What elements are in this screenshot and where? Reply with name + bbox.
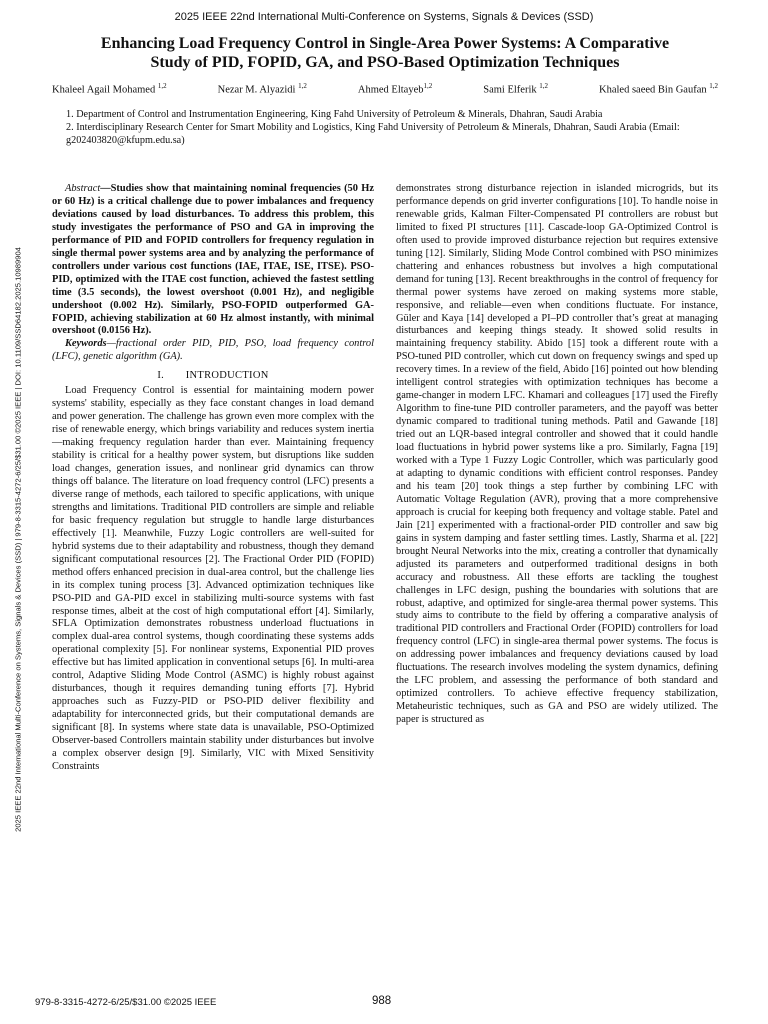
title-line-2: Study of PID, FOPID, GA, and PSO-Based Optimization Techniques bbox=[150, 54, 620, 71]
intro-paragraph-left: Load Frequency Control is essential for maintaining modern power systems' stability, especially as they face constant changes in load demand and power generation. The challenge has grown even more complex with the rise of renewable energy, which brings variability and reduces system inertia—making frequency regulation harder than ever. Maintaining frequency stability is critical for a healthy power system, but disruptions like sudden load changes, generation issues, and nonlinear grid dynamics can throw things off balance. The literature on load frequency control (LFC) presents a diverse range of methods, each tailored to specific applications, with unique strengths and limitations. Traditional PID controllers are simple and reliable for basic frequency regulation but struggle to handle large disturbances effectively [1]. Meanwhile, Fuzzy Logic controllers are well-suited for hybrid systems due to their adaptability and robustness, though they demand significant computational resources [2]. The Fractional Order PID (FOPID) method offers enhanced precision in dual-area control, but the challenge lies in its complex tuning process [3]. Advanced optimization techniques like PSO-PID and GA-PID excel in stabilizing multi-source systems with fast response times, albeit at the cost of high computational effort [4]. Similarly, SFLA Optimization demonstrates robustness underload fluctuations in complex dual-area control systems, though coordinating these systems adds operational complexity [5]. For nonlinear systems, Exponential PID proves effective but has limited application in conventional setups [6]. In multi-area control, Adaptive Sliding Mode Control (ASMC) is highly robust against disturbances, though it requires demanding tuning efforts [7]. Hybrid approaches such as Fuzzy-PID or PSO-PID deliver flexibility and adaptability for interconnected grids, but their computational demands are significant [8]. In systems where state data is unavailable, PSO-Optimized Observer-based Controllers maintain stability under disturbances but involve a complex observer design [9]. Similarly, VIC with Mixed Sensitivity Constraints bbox=[52, 385, 374, 772]
paper-title bbox=[40, 34, 730, 72]
left-column bbox=[52, 183, 374, 774]
copyright-footer: 979-8-3315-4272-6/25/$31.00 ©2025 IEEE bbox=[35, 997, 217, 1008]
affiliation-2: 2. Interdisciplinary Research Center for Smart Mobility and Logistics, King Fahd University of Petroleum & Minerals, Dhahran, Saudi Arabia (Email: g202403820@kfupm.edu.sa) bbox=[66, 122, 680, 146]
author: Ahmed Eltayeb$^{1,2}$ bbox=[357, 82, 433, 96]
conference-header: 2025 IEEE 22nd International Multi-Conference on Systems, Signals & Devices (SSD) bbox=[174, 11, 594, 23]
author: Khaleel Agail Mohamed $^{1,2}$ bbox=[52, 82, 167, 96]
abstract bbox=[52, 183, 374, 338]
affiliation-1: 1. Department of Control and Instrumentation Engineering, King Fahd University of Petroleum & Minerals, Dhahran, Saudi Arabia bbox=[66, 109, 603, 120]
right-column bbox=[396, 183, 718, 727]
abstract-text: —Studies show that maintaining nominal frequencies (50 Hz or 60 Hz) is a critical challenge due to power imbalances and frequency deviations caused by load disturbances. To address this problem, this study investigates the performance of PSO and GA in improving the performance of PID and FOPID controllers for frequency regulation in single thermal power systems area and by analyzing the performance of controllers under various cost functions (IAE, ITAE, ISE, ITSE). PSO-PID, optimized with the ITAE cost function, achieved the fastest settling time (3.5 seconds), the lowest overshoot (0.001 Hz), and negligible undershoot (0.002 Hz). Similarly, PSO-FOPID outperformed GA-FOPID, achieving stabilization at 60 Hz almost instantly, with minimal overshoot (0.0156 Hz). bbox=[52, 183, 374, 337]
page-number: 988 bbox=[372, 995, 392, 1007]
doi-sidebar-text: 2025 IEEE 22nd International Multi-Conference on Systems, Signals & Devices (SSD) | 979-8-3315-4272-6/25/$31.00 ©2025 IEEE | DOI: 10.1109/SSD64182.2025.10989904 bbox=[13, 247, 23, 832]
title-line-1: Enhancing Load Frequency Control in Single-Area Power Systems: A Comparative bbox=[100, 35, 670, 52]
intro-paragraph-right: demonstrates strong disturbance rejection in islanded microgrids, but its performance depends on grid inverter configurations [10]. To handle noise in renewable grids, Kalman Filter-Compensated PI controllers are robust but limited to fixed PI structures [11]. Cascade-loop GA-Optimized Control is often used to provide improved disturbance rejection but requires extensive tuning [12]. Similarly, Sliding Mode Control combined with PSO minimizes chattering and enhances robustness but involves a high computational demand for tuning [13]. Recent breakthroughs in the control of frequency for thermal power systems have zeroed on making systems more stable, responsive, and reliable—even when conditions fluctuate. For instance, Güler and Kaya [14] developed a PI–PD controller that’s great at managing disturbances and keeping things steady. It showed solid results in maintaining frequency stability. Abido [15] took a different route with a PSO-tuned PID controller, which cut down on frequency swings and sped up recovery times. In a review of the field, Abido [16] pointed out how blending intelligent control strategies with optimization techniques has become a game-changer in modern LFC. Khamari and colleagues [17] used the Firefly Algorithm to fine-tune PID controller parameters, and the payoff was better dynamic compared to traditional tuning methods. Patil and Gawande [18] tried out an LQR-based integral controller and showed that it could handle load fluctuations in hybrid power systems like a pro. Similarly, Fagna [19] worked with a Type 1 Fuzzy Logic Controller, which was particularly good at adapting to dynamic conditions with efficient control responses. Pandey and his team [20] took things a step further by combining LFC with Automatic Voltage Regulation (AVR), proving that a more comprehensive approach is crucial for keeping both frequency and voltage stable. Patel and Jain [21] experimented with a fractional-order PID controller and saw big gains in system damping and faster settling times. Lastly, Sharma et al. [22] brought Neural Networks into the mix, creating a controller that dynamically adjusted its parameters and outperformed traditional designs in both accuracy and robustness. All these efforts are tackling the toughest challenges in LFC design, pushing the boundaries with solutions that are robust, adaptive, and optimized for single-area thermal power systems. This study aims to contribute to the field by offering a comparative analysis of traditional PID controllers and Fractional Order (FOPID) controllers for load frequency control (LFC) in single-area thermal power systems. The focus is on addressing power imbalances and frequency deviations caused by load fluctuations. The research involves modeling the system dynamics, defining the LFC problem, and assessing the performance of both standard and optimized controllers. To achieve effective frequency stabilization, Metaheuristic techniques, such as GA and PSO are widely utilized. The paper is structured as bbox=[396, 183, 718, 726]
author: Sami Elferik $^{1,2}$ bbox=[483, 82, 548, 96]
abstract-label: Abstract bbox=[65, 183, 101, 194]
section-heading-introduction: I. INTRODUCTION bbox=[157, 370, 269, 382]
affiliations bbox=[66, 108, 706, 147]
keywords-label: Keywords bbox=[65, 338, 107, 350]
doi-sidebar bbox=[8, 140, 28, 950]
keywords bbox=[52, 338, 374, 364]
author: Khaled saeed Bin Gaufan $^{1,2}$ bbox=[599, 82, 718, 96]
author: Nezar M. Alyazidi $^{1,2}$ bbox=[217, 82, 307, 96]
author-list bbox=[40, 82, 730, 96]
keywords-text: —fractional order PID, PID, PSO, load frequency control (LFC), genetic algorithm (GA). bbox=[52, 338, 374, 363]
